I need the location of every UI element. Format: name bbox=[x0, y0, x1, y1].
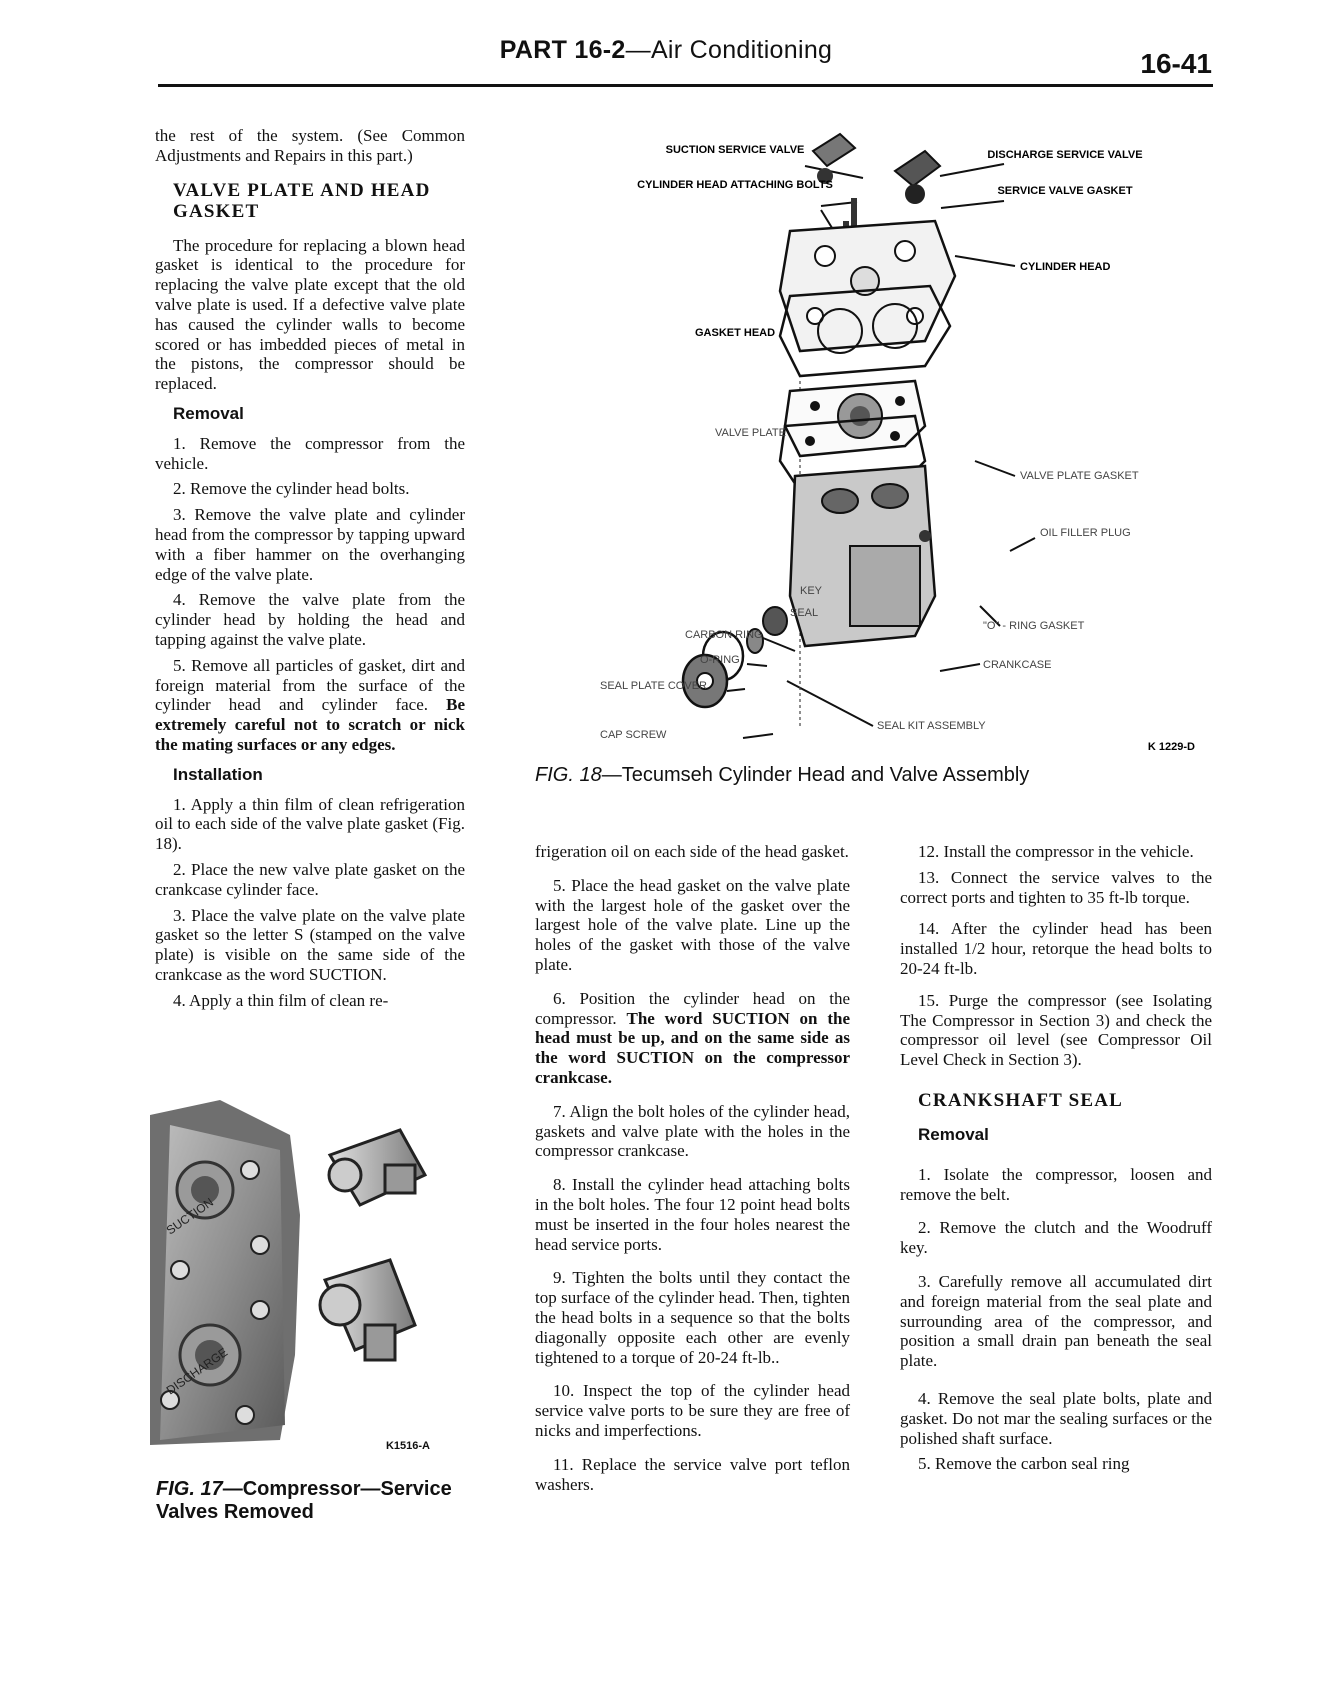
step bbox=[155, 656, 465, 755]
label-seal-kit-assembly: SEAL KIT ASSEMBLY bbox=[877, 720, 986, 732]
header-rule bbox=[158, 84, 1213, 87]
step: 3. Remove the valve plate and cylinder head from the compressor by tapping upward with a fiber hammer on the overhanging edge of the valve plate. bbox=[155, 505, 465, 584]
step: 5. Remove the carbon seal ring bbox=[918, 1454, 1130, 1474]
valve-plate-part bbox=[785, 381, 925, 456]
subheading: Removal bbox=[173, 403, 244, 423]
suction-stamp: SUCTION bbox=[163, 1195, 216, 1238]
label-cap-screw: CAP SCREW bbox=[600, 729, 667, 741]
discharge-stamp: DISCHARGE bbox=[163, 1345, 231, 1398]
label-valve-plate-gasket: VALVE PLATE GASKET bbox=[1020, 470, 1139, 482]
subheading: Removal bbox=[918, 1124, 989, 1144]
label-oil-filler-plug: OIL FILLER PLUG bbox=[1040, 527, 1131, 539]
step: 7. Align the bolt holes of the cylinder head, gaskets and valve plate with the holes in the compressor crankcase. bbox=[535, 1101, 850, 1161]
label-crankcase: CRANKCASE bbox=[983, 659, 1052, 671]
label-seal-plate-cover: SEAL PLATE COVER bbox=[600, 680, 707, 692]
label-gasket-head: GASKET HEAD bbox=[695, 327, 776, 339]
step: 4. Apply a thin film of clean re- bbox=[173, 990, 389, 1010]
exploded-view-illustration bbox=[595, 126, 1200, 756]
step: 9. Tighten the bolts until they contact the top surface of the cylinder head. Then, tighten the head bolts in a sequence so that the bolts diagonally opposite each other are evenly tightened to a torque of 20-24 ft-lb.. bbox=[535, 1268, 850, 1367]
label-key: KEY bbox=[800, 585, 823, 597]
step: 2. Remove the clutch and the Woodruff key. bbox=[900, 1218, 1212, 1258]
step: 14. After the cylinder head has been installed 1/2 hour, retorque the head bolts to 20-24 ft-lb. bbox=[900, 919, 1212, 978]
label-valve-plate: VALVE PLATE bbox=[715, 427, 786, 439]
step: 3. Carefully remove all accumulated dirt and foreign material from the seal plate and surrounding area of the compressor, and position a small drain pan beneath the seal plate. bbox=[900, 1271, 1212, 1371]
step: 10. Inspect the top of the cylinder head service valve ports to be sure they are free of nicks and imperfections. bbox=[535, 1381, 850, 1440]
step: 2. Place the new valve plate gasket on the crankcase cylinder face. bbox=[155, 859, 465, 899]
crankcase-part bbox=[790, 466, 935, 646]
label-discharge-service-valve: DISCHARGE SERVICE VALVE bbox=[987, 149, 1143, 161]
compressor-photo-illustration bbox=[150, 1095, 465, 1455]
section-heading: VALVE PLATE AND HEAD GASKET bbox=[173, 179, 431, 222]
fig17-code: K1516-A bbox=[385, 1440, 430, 1452]
fig18-caption bbox=[535, 764, 1175, 787]
label-suction-service-valve: SUCTION SERVICE VALVE bbox=[665, 144, 805, 156]
column-1 bbox=[155, 126, 465, 1016]
step: 5. Place the head gasket on the valve plate with the largest hole of the gasket over the largest hole of the valve plate. Line up the holes of the gasket with those of the valve plate. bbox=[535, 875, 850, 974]
label-service-valve-gasket: SERVICE VALVE GASKET bbox=[997, 185, 1133, 197]
step: 15. Purge the compressor (see Isolating The Compressor in Section 3) and check the compressor oil level (see Compressor Oil Level Check in Section 3). bbox=[900, 990, 1212, 1070]
step-text: 5. Remove all particles of gasket, dirt and foreign material from the surface of the cylinder head and cylinder face. bbox=[155, 655, 465, 715]
fig18-code: K 1229-D bbox=[1147, 741, 1195, 753]
warning-text: Be extremely careful not to scratch or nick the mating surfaces or any edges. bbox=[155, 695, 465, 754]
step: 8. Install the cylinder head attaching bolts in the bolt holes. The four 12 point head bolts must be inserted in the four holes nearest the head service ports. bbox=[535, 1175, 850, 1254]
paragraph: The procedure for replacing a blown head gasket is identical to the procedure for replacing the valve plate except that the old valve plate is used. If a defective valve plate has caused the cylinder walls to become scored or has imbedded pieces of metal in the pistons, the compressor should be replaced. bbox=[155, 235, 465, 394]
label-o-ring: O-RING bbox=[700, 654, 740, 666]
page-number: 16-41 bbox=[1140, 48, 1212, 79]
column-2 bbox=[535, 842, 850, 1500]
step: 3. Place the valve plate on the valve plate gasket so the letter S (stamped on the valve plate) is visible on the same side of the crankcase as the word SUCTION. bbox=[155, 905, 465, 984]
fig17-number: FIG. 17 bbox=[156, 1478, 223, 1500]
suction-valve-part bbox=[813, 134, 855, 184]
fig17-title: —Compressor—Service Valves Removed bbox=[156, 1478, 452, 1523]
label-cylinder-head: CYLINDER HEAD bbox=[1020, 261, 1111, 273]
section-heading: CRANKSHAFT SEAL bbox=[918, 1089, 1124, 1111]
subheading: Installation bbox=[173, 764, 263, 784]
step: 4. Remove the valve plate from the cylinder head by holding the head and tapping against the valve plate. bbox=[155, 590, 465, 649]
label-cylinder-head-bolts: CYLINDER HEAD ATTACHING BOLTS bbox=[637, 179, 833, 191]
part-label: PART 16-2 bbox=[499, 36, 626, 64]
step-text: 6. Position the cylinder head on the compressor. bbox=[535, 988, 850, 1028]
section-label: —Air Conditioning bbox=[625, 36, 833, 64]
fig17-caption bbox=[156, 1478, 466, 1524]
discharge-valve-part bbox=[895, 151, 940, 204]
label-seal: SEAL bbox=[790, 607, 819, 619]
step: 11. Replace the service valve port teflon washers. bbox=[535, 1454, 850, 1494]
intro-text: the rest of the system. (See Common Adjustments and Repairs in this part.) bbox=[155, 126, 465, 165]
step: 2. Remove the cylinder head bolts. bbox=[173, 479, 410, 499]
page-header bbox=[0, 36, 1332, 65]
fig18-diagram bbox=[595, 126, 1200, 756]
step: 1. Apply a thin film of clean refrigeration oil to each side of the valve plate gasket (Fig. 18). bbox=[155, 794, 465, 854]
step: 13. Connect the service valves to the correct ports and tighten to 35 ft-lb torque. bbox=[900, 867, 1212, 907]
step: frigeration oil on each side of the head gasket. bbox=[535, 842, 849, 861]
step: 4. Remove the seal plate bolts, plate and gasket. Do not mar the sealing surfaces or the polished shaft surface. bbox=[900, 1388, 1212, 1448]
step: 1. Remove the compressor from the vehicle. bbox=[155, 433, 465, 473]
fig18-number: FIG. 18 bbox=[535, 764, 602, 786]
column-3 bbox=[900, 842, 1212, 1480]
step bbox=[535, 989, 850, 1088]
warning-text: The word SUCTION on the head must be up, and on the same side as the word SUCTION on the compressor crankcase. bbox=[535, 1008, 850, 1087]
label-o-ring-gasket: "O" - RING GASKET bbox=[983, 620, 1085, 632]
step: 1. Isolate the compressor, loosen and remove the belt. bbox=[900, 1164, 1212, 1204]
fig18-title: —Tecumseh Cylinder Head and Valve Assembly bbox=[601, 764, 1030, 786]
label-carbon-ring: CARBON RING bbox=[685, 629, 763, 641]
fig17-photo bbox=[150, 1095, 465, 1455]
step: 12. Install the compressor in the vehicle. bbox=[918, 842, 1194, 861]
